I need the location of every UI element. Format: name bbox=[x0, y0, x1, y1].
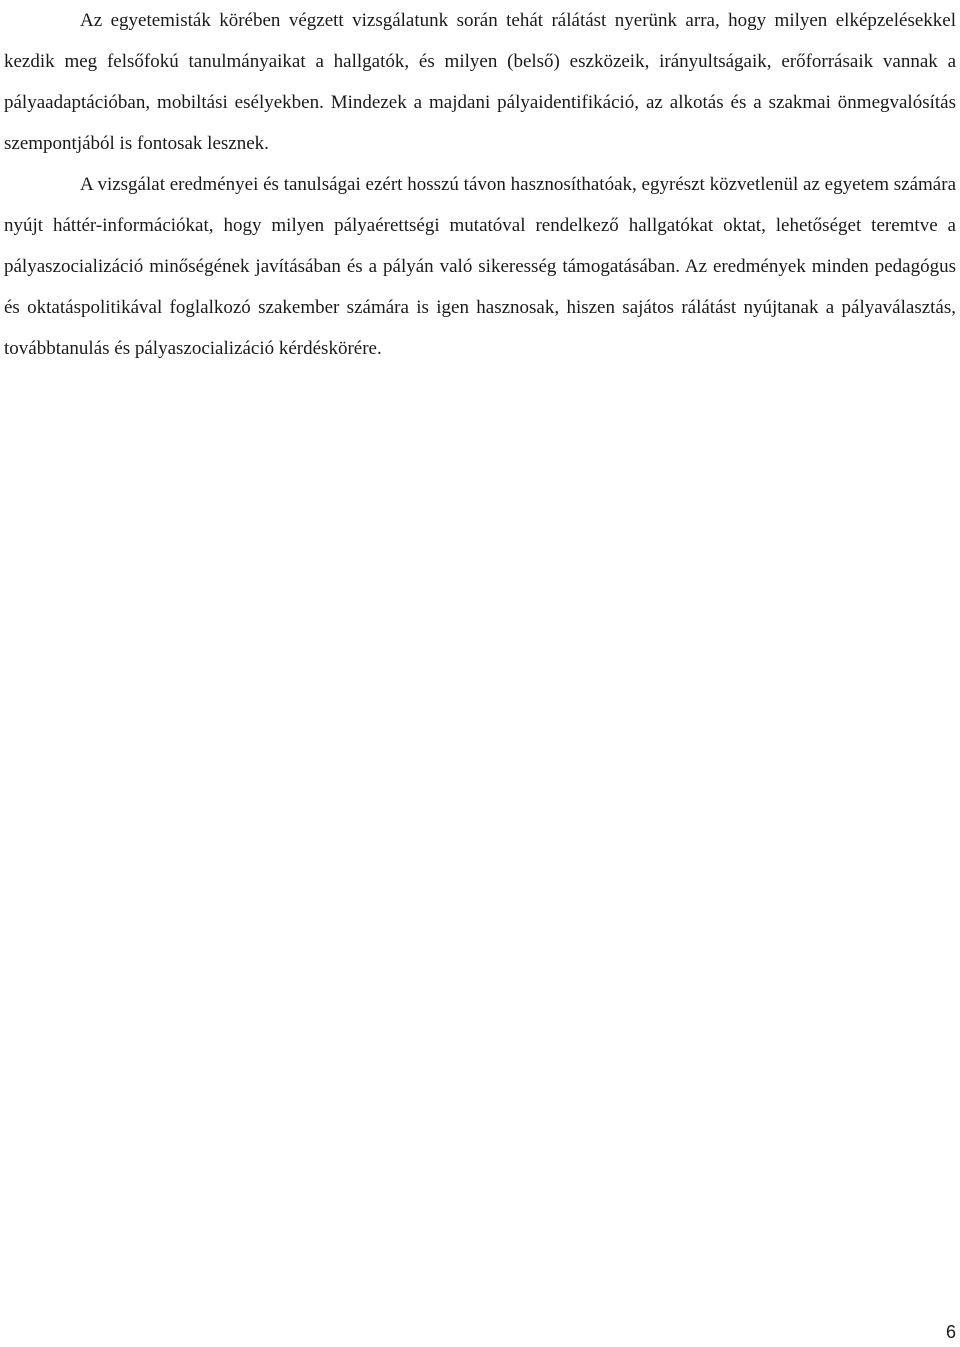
paragraph-1: Az egyetemisták körében végzett vizsgálatunk során tehát rálátást nyerünk arra, hogy milyen elképzelésekkel kezdik meg felsőfokú tanulmányaikat a hallgatók, és milyen (belső) eszközeik, irányultságaik, erőforrásaik vannak a pályaadaptációban, mobiltási esélyekben. Mindezek a majdani pályaidentifikáció, az alkotás és a szakmai önmegvalósítás szempontjából is fontosak lesznek. bbox=[4, 10, 956, 154]
paragraph-2: A vizsgálat eredményei és tanulságai ezért hosszú távon hasznosíthatóak, egyrészt közvetlenül az egyetem számára nyújt háttér-információkat, hogy milyen pályaérettségi mutatóval rendelkező hallgatókat oktat, lehetőséget teremtve a pályaszocializáció minőségének javításában és a pályán való sikeresség támogatásában. Az eredmények minden pedagógus és oktatáspolitikával foglalkozó szakember számára is igen hasznosak, hiszen sajátos rálátást nyújtanak a pályaválasztás, továbbtanulás és pályaszocializáció kérdéskörére. bbox=[4, 174, 956, 359]
body-text bbox=[4, 0, 956, 369]
page-number: 6 bbox=[945, 1322, 956, 1342]
